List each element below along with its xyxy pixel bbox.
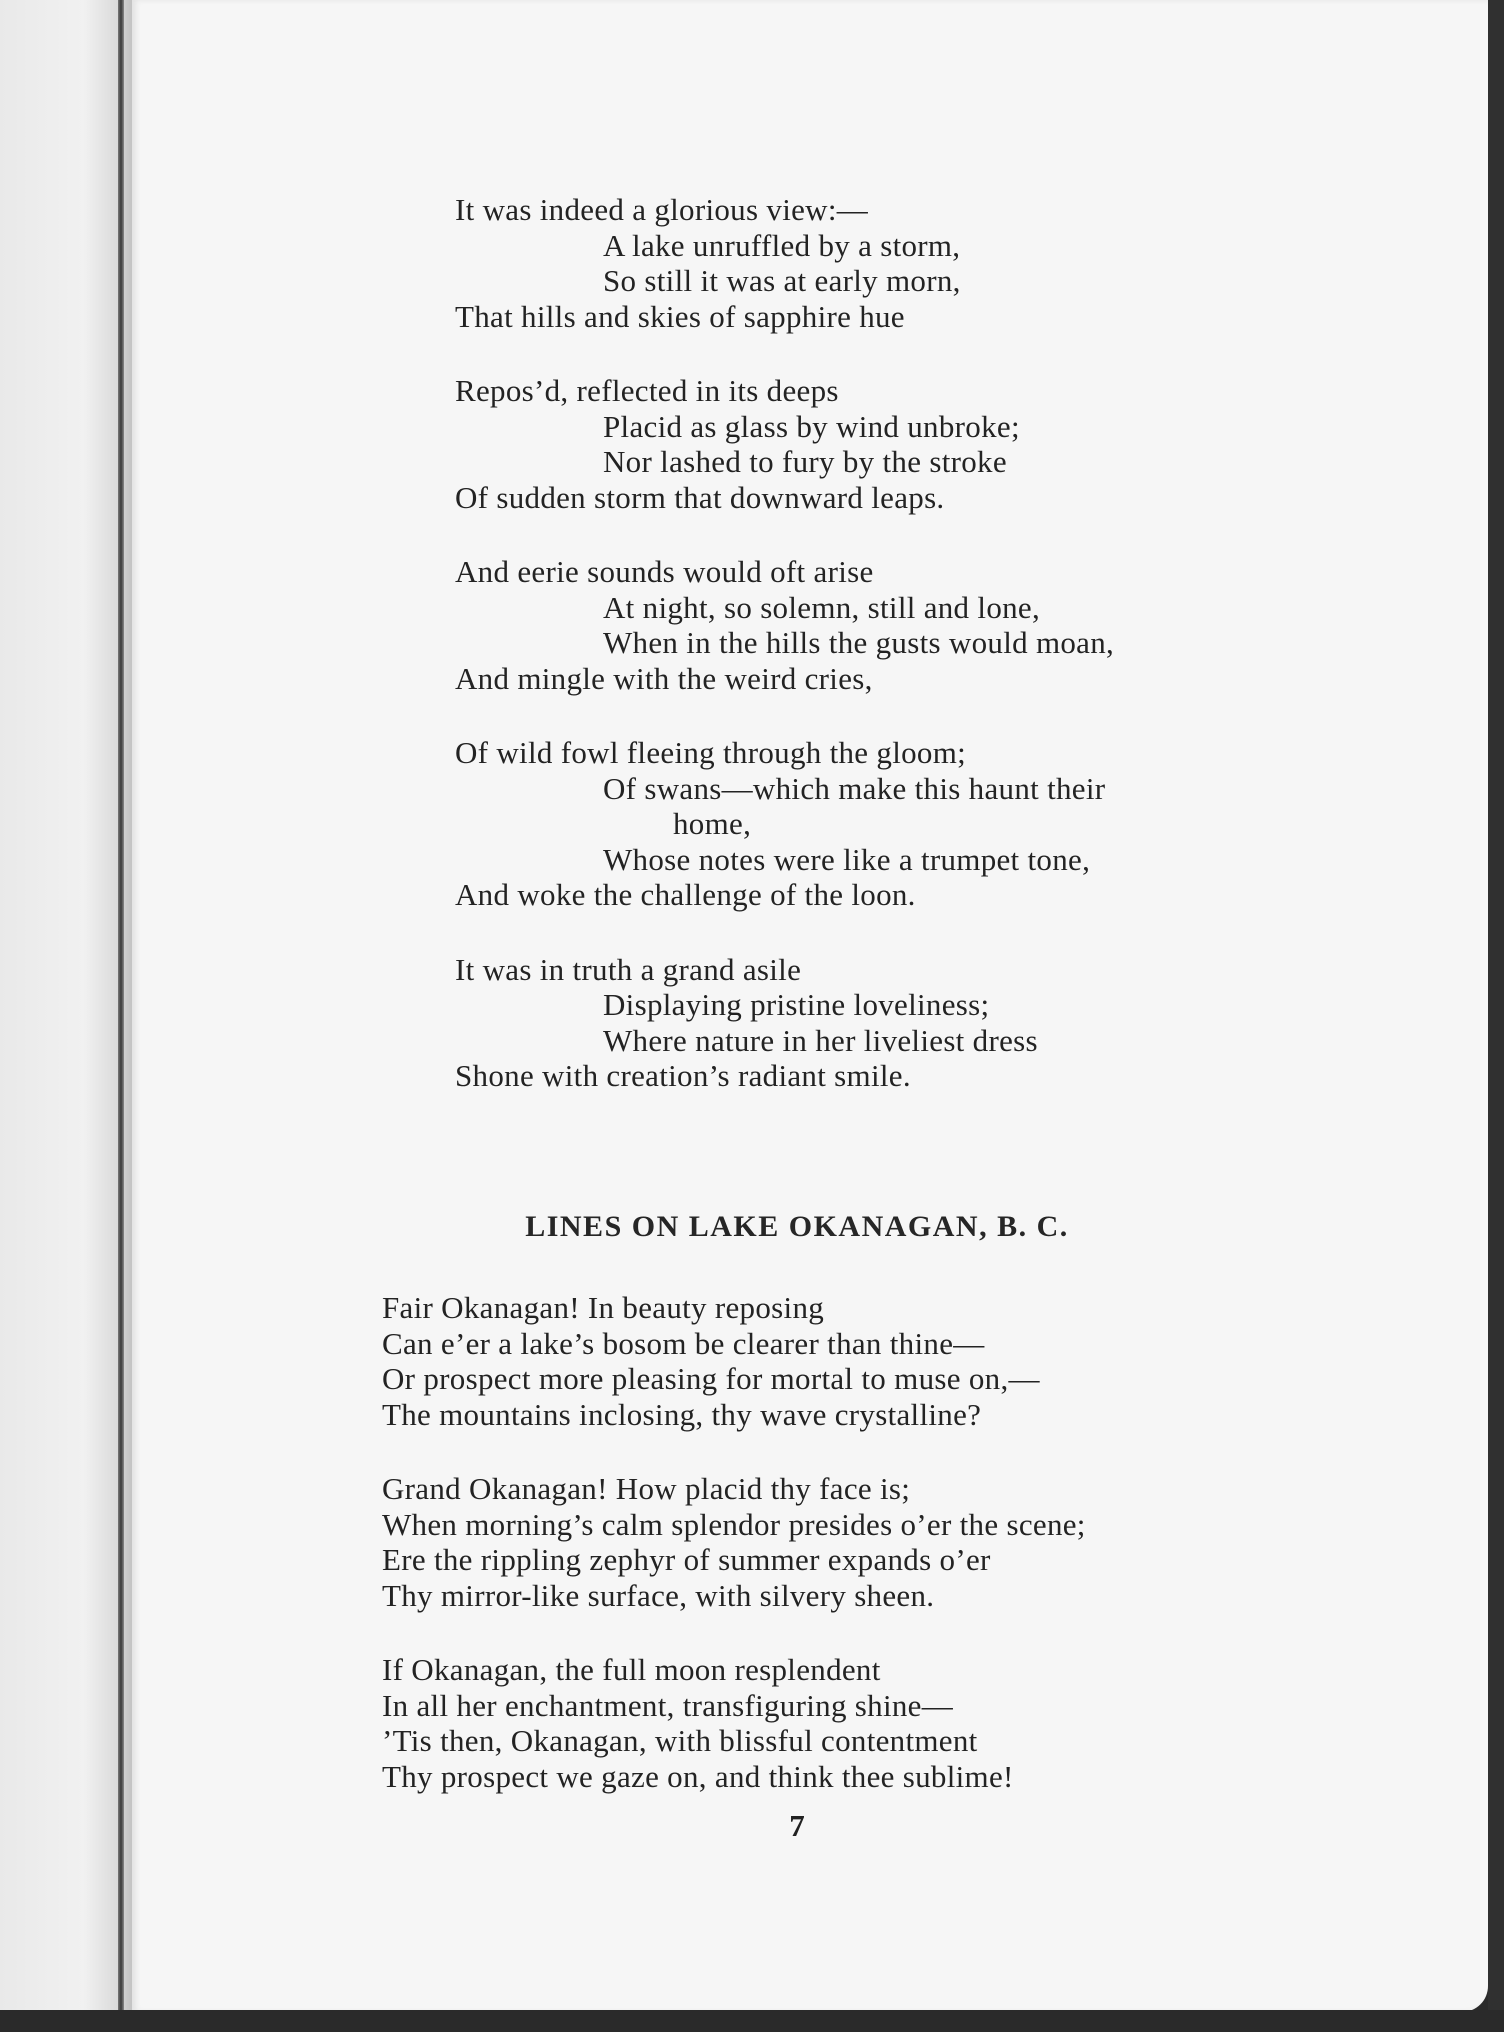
verse-line: Placid as glass by wind unbroke; xyxy=(603,408,1020,444)
stanza xyxy=(382,1471,1086,1613)
verse-line: If Okanagan, the full moon resplendent xyxy=(382,1652,881,1687)
verse-line: Repos’d, reflected in its deeps xyxy=(455,373,839,408)
verse-line: It was in truth a grand asile xyxy=(455,951,802,987)
verse-line: When in the hills the gusts would moan, xyxy=(603,625,1115,660)
poem-2 xyxy=(382,1290,1086,1794)
verse-line: Fair Okanagan! In beauty reposing xyxy=(382,1290,825,1325)
verse-line: And eerie sounds would oft arise xyxy=(455,554,874,589)
verse-line: Where nature in her liveliest dress xyxy=(603,1022,1038,1058)
poem-1 xyxy=(455,192,1114,1094)
verse-line: Nor lashed to fury by the stroke xyxy=(603,444,1007,479)
verse-line: Of wild fowl fleeing through the gloom; xyxy=(455,735,967,770)
verse-line: Grand Okanagan! How placid thy face is; xyxy=(382,1471,911,1506)
poem-title: LINES ON LAKE OKANAGAN, B. C. xyxy=(525,1210,1069,1243)
verse-line: When morning’s calm splendor presides o’er the scene; xyxy=(382,1506,1086,1542)
verse-line: A lake unruffled by a storm, xyxy=(603,227,961,263)
verse-line: And woke the challenge of the loon. xyxy=(455,877,916,912)
verse-line: home, xyxy=(673,806,752,841)
verse-line: That hills and skies of sapphire hue xyxy=(455,298,905,334)
right-scan-edge xyxy=(1488,0,1504,2032)
verse-line: In all her enchantment, transfiguring shine— xyxy=(382,1687,954,1723)
stanza xyxy=(455,192,1114,334)
page-number: 7 xyxy=(789,1808,805,1843)
book-gutter xyxy=(118,0,124,2012)
stanza xyxy=(455,554,1114,696)
stanza xyxy=(455,952,1114,1094)
stanza xyxy=(382,1652,1086,1794)
verse-line: ’Tis then, Okanagan, with blissful contentment xyxy=(382,1723,978,1758)
stanza xyxy=(382,1290,1086,1432)
verse-line: Displaying pristine loveliness; xyxy=(603,987,990,1022)
verse-line: So still it was at early morn, xyxy=(603,263,961,298)
verse-line: Ere the rippling zephyr of summer expands o’er xyxy=(382,1542,991,1577)
verse-line: And mingle with the weird cries, xyxy=(455,660,873,696)
verse-line: At night, so solemn, still and lone, xyxy=(603,589,1041,625)
verse-line: The mountains inclosing, thy wave crystalline? xyxy=(382,1396,982,1432)
stanza xyxy=(455,735,1114,913)
verse-line: Or prospect more pleasing for mortal to muse on,— xyxy=(382,1361,1040,1396)
verse-line: Can e’er a lake’s bosom be clearer than thine— xyxy=(382,1325,985,1361)
verse-line: Shone with creation’s radiant smile. xyxy=(455,1058,911,1093)
verse-line: Thy prospect we gaze on, and think thee sublime! xyxy=(382,1758,1014,1794)
verse-line: Of sudden storm that downward leaps. xyxy=(455,479,945,515)
stanza xyxy=(455,373,1114,515)
verse-line: It was indeed a glorious view:— xyxy=(455,192,869,227)
verse-line: Whose notes were like a trumpet tone, xyxy=(603,841,1091,877)
verse-line: Thy mirror-like surface, with silvery sheen. xyxy=(382,1577,935,1613)
bottom-scan-edge xyxy=(0,2010,1504,2032)
verse-line: Of swans—which make this haunt their xyxy=(603,770,1106,806)
